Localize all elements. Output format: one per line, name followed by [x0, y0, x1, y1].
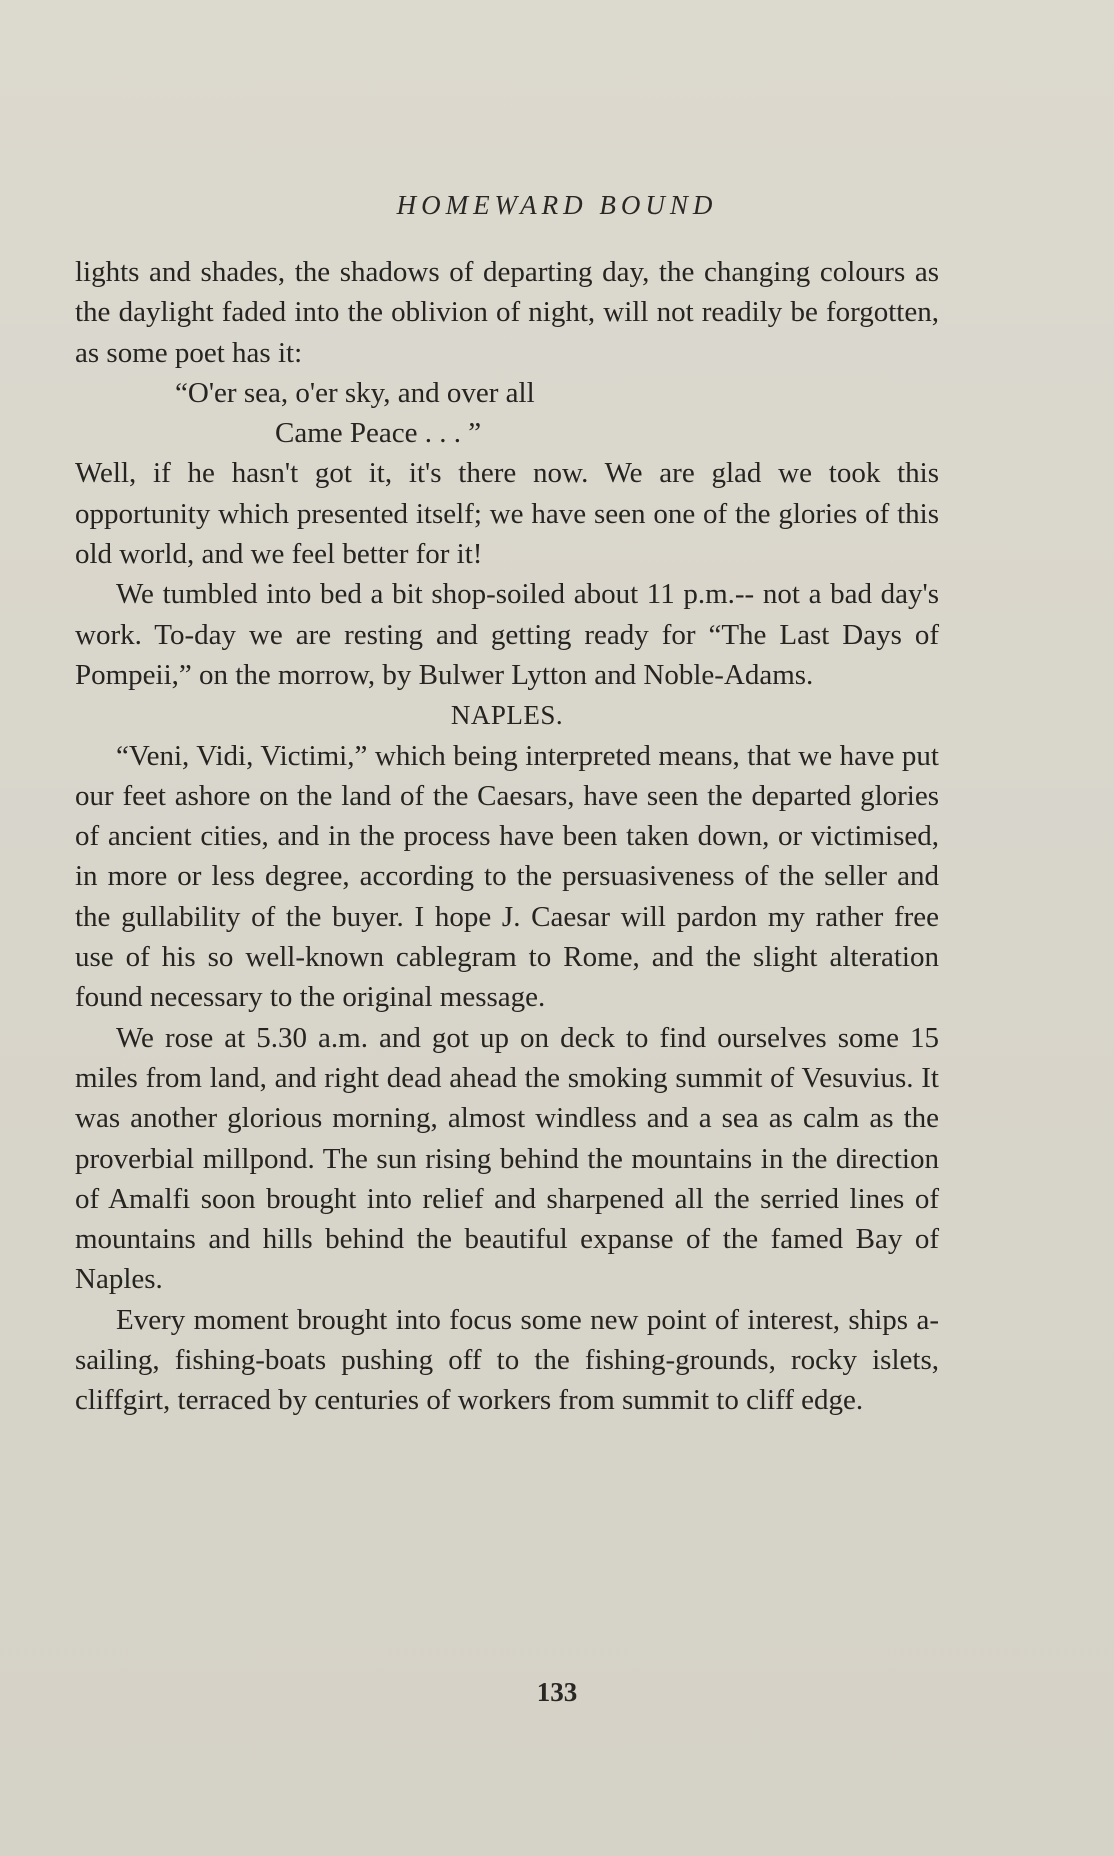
paragraph: “Veni, Vidi, Victimi,” which being interpreted means, that we have put our feet ashore on the land of the Caesars, have seen the departed glories of ancient cities, and in the process have been taken down, or victimised, in more or less degree, according to the persuasiveness of the seller and the gullability of the buyer. I hope J. Caesar will pardon my rather free use of his so well-known cablegram to Rome, and the slight alteration found necessary to the original message.: [75, 739, 939, 1014]
paragraph: We tumbled into bed a bit shop-soiled about 11 p.m.-- not a bad day's work. To-day we are resting and getting ready for “The Last Days of Pompeii,” on the morrow, by Bulwer Lytton and Noble-Adams.: [75, 578, 939, 691]
section-heading: NAPLES.: [450, 700, 564, 731]
paragraph: lights and shades, the shadows of departing day, the changing colours as the daylight faded into the oblivion of night, will not readily be forgotten, as some poet has it:: [75, 256, 939, 369]
paragraph: We rose at 5.30 a.m. and got up on deck to find ourselves some 15 miles from land, and right dead ahead the smoking summit of Vesuvius. It was another glorious morning, almost windless and a sea as calm as the proverbial millpond. The sun rising behind the mountains in the direction of Amalfi soon brought into relief and sharpened all the serried lines of mountains and hills behind the beautiful expanse of the famed Bay of Naples.: [75, 1021, 939, 1296]
body-text: [75, 252, 939, 1421]
page-number: 133: [536, 1677, 578, 1707]
paragraph: Well, if he hasn't got it, it's there now. We are glad we took this opportunity which presented itself; we have seen one of the glories of this old world, and we feel better for it!: [75, 457, 939, 571]
paragraph: Every moment brought into focus some new point of interest, ships a-sailing, fishing-boats pushing off to the fishing-grounds, rocky islets, cliffgirt, terraced by centuries of workers from summit to cliff edge.: [75, 1303, 939, 1417]
running-head: HOMEWARD BOUND: [396, 190, 718, 220]
verse-line: “O'er sea, o'er sky, and over all: [175, 376, 535, 409]
verse-line: Came Peace . . . ”: [275, 417, 482, 450]
